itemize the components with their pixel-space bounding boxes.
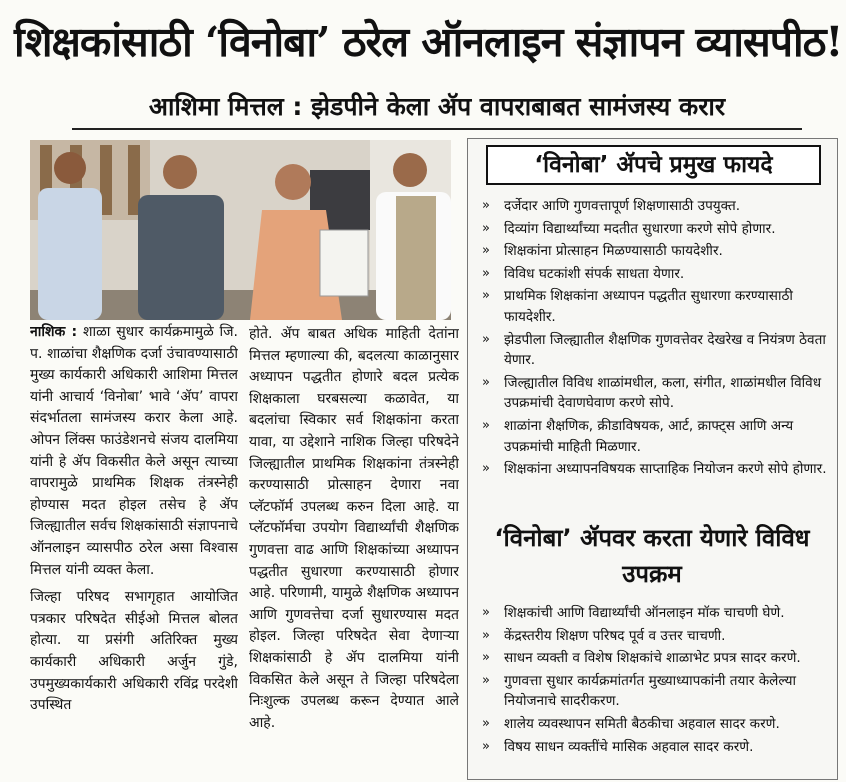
benefits-list: [478, 196, 830, 482]
list-item: » शिक्षकांची आणि विद्यार्थ्यांची ऑनलाइन मॉक चाचणी घेणे.: [478, 603, 830, 624]
activities-list: [478, 603, 830, 759]
bullet-icon: »: [482, 331, 490, 347]
list-item: » दर्जेदार आणि गुणवत्तापूर्ण शिक्षणासाठी उपयुक्त.: [478, 196, 830, 217]
bullet-icon: »: [482, 650, 490, 666]
bullet-icon: »: [482, 715, 490, 731]
list-item: » साधन व्यक्ती व विशेष शिक्षकांचे शाळाभेट प्रपत्र सादर करणे.: [478, 648, 830, 669]
article-column-2: [249, 324, 459, 780]
bullet-icon: »: [482, 627, 490, 643]
list-item: » दिव्यांग विद्यार्थ्यांच्या मदतीत सुधारणा करणे सोपे होणार.: [478, 219, 830, 240]
bullet-icon: »: [482, 220, 490, 236]
list-item: » शिक्षकांना प्रोत्साहन मिळण्यासाठी फायदेशीर.: [478, 241, 830, 262]
list-item: » गुणवत्ता सुधार कार्यक्रमांतर्गत मुख्याध्यापकांनी तयार केलेल्या नियोजनाचे सादरीकरण.: [482, 672, 797, 710]
article-text: शाळा सुधार कार्यक्रमामुळे जि. प. शाळांचा शैक्षणिक दर्जा उंचावण्यासाठी मुख्य कार्यकारी अधिकारी आशिमा मित्तल यांनी आचार्य ‘विनोबा’ भावे ‘ॲप’ वापरा संदर्भातला सामंजस्य करार केला आहे. ओपन लिंक्स फाउंडेशनचे संजय दालमिया यांनी हे ॲप विकसीत केले असून त्याच्या वापरामुळे प्राथमिक शिक्षक तंत्रस्नेही होण्यास मदत होइल तसेच हे ॲप जिल्ह्यातील सर्वच शिक्षकांसाठी संज्ञापनाचे ऑनलाइन व्यासपीठ ठरेल असा विश्वास मित्तल यांनी व्यक्त केला.: [30, 324, 238, 578]
list-item: » शाळांना शैक्षणिक, क्रीडाविषयक, आर्ट, क्राफ्ट्स आणि अन्य उपक्रमांची माहिती मिळणार.: [482, 417, 794, 455]
bullet-icon: »: [482, 265, 490, 281]
news-photo: [30, 140, 451, 320]
activities-title: ‘विनोबा’ ॲपवर करता येणारे विविध उपक्रम: [494, 524, 810, 588]
article-paragraph: होते. ॲप बाबत अधिक माहिती देतांना मित्तल म्हणाल्या की, बदलत्या काळानुसार अध्यापन पद्धतीत होणारे बदल प्रत्येक शिक्षकाला घरबसल्या कळावेत, या बदलांचा स्विकार सर्व शिक्षकांना करता यावा, या उद्देशाने नाशिक जिल्हा परिषदेने जिल्ह्यातील प्राथमिक शिक्षकांना तंत्रस्नेही करण्यासाठी प्रोत्साहन देणारा नवा प्लॅटफॉर्म उपलब्ध करुन दिला आहे. या प्लॅटफॉर्मचा उपयोग विद्यार्थ्यांची शैक्षणिक गुणवत्ता वाढ आणि शिक्षकांच्या अध्यापन पद्धतीत सुधारणा करण्यासाठी होणार आहे. परिणामी, यामुळे शैक्षणिक अध्यापन आणि गुणवत्तेचा दर्जा सुधारण्यास मदत होइल. जिल्हा परिषदेत सेवा देणाऱ्या शिक्षकांसाठी हे ॲप दालमिया यांनी विकसित केले असून ते जिल्हा परिषदेला निःशुल्क उपलब्ध करून देण्यात आले आहे.: [249, 326, 459, 731]
bullet-icon: »: [482, 605, 490, 620]
bullet-icon: »: [482, 243, 490, 259]
officials-photo-illustration: [30, 140, 451, 320]
subheadline: आशिमा मित्तल : झेडपीने केला ॲप वापराबाबत सामंजस्य करार: [72, 86, 802, 130]
list-item: » प्राथमिक शिक्षकांना अध्यापन पद्धतीत सुधारणा करण्यासाठी फायदेशीर.: [482, 288, 793, 325]
list-item: » झेडपीला जिल्ह्यातील शैक्षणिक गुणवत्तेवर देखरेख व नियंत्रण ठेवता येणार.: [482, 331, 826, 369]
list-item: » विविध घटकांशी संपर्क साधता येणार.: [478, 264, 830, 285]
list-item: » केंद्रस्तरीय शिक्षण परिषद पूर्व व उत्तर चाचणी.: [478, 626, 830, 647]
list-item: » विषय साधन व्यक्तींचे मासिक अहवाल सादर करणे.: [478, 737, 830, 758]
list-item: » शिक्षकांना अध्यापनविषयक साप्ताहिक नियोजन करणे सोपे होणार.: [478, 459, 830, 480]
bullet-icon: »: [482, 672, 490, 688]
bullet-icon: »: [482, 374, 490, 390]
benefits-title: ‘विनोबा’ ॲपचे प्रमुख फायदे: [486, 145, 821, 185]
list-item: » जिल्ह्यातील विविध शाळांमधील, कला, संगीत, शाळांमधील विविध उपक्रमांची देवाणघेवाण करणे सोपे.: [482, 374, 822, 412]
bullet-icon: »: [482, 738, 490, 754]
article-paragraph: जिल्हा परिषद सभागृहात आयोजित पत्रकार परिषदेत सीईओ मित्तल बोलत होत्या. या प्रसंगी अतिरिक्त मुख्य कार्यकारी अधिकारी अर्जुन गुंडे, उपमुख्यकार्यकारी अधिकारी रविंद्र परदेशी उपस्थित: [30, 589, 238, 714]
list-item: » शालेय व्यवस्थापन समिती बैठकीचा अहवाल सादर करणे.: [478, 714, 830, 735]
bullet-icon: »: [482, 288, 490, 304]
bullet-icon: »: [482, 461, 490, 477]
bullet-icon: »: [482, 417, 490, 433]
article-column-1: [30, 322, 238, 778]
dateline-place: नाशिक :: [30, 324, 78, 340]
article-paragraph: [30, 322, 238, 581]
bullet-icon: »: [482, 198, 490, 213]
headline: शिक्षकांसाठी ‘विनोबा’ ठरेल ऑनलाइन संज्ञापन व्यासपीठ!: [14, 18, 843, 66]
